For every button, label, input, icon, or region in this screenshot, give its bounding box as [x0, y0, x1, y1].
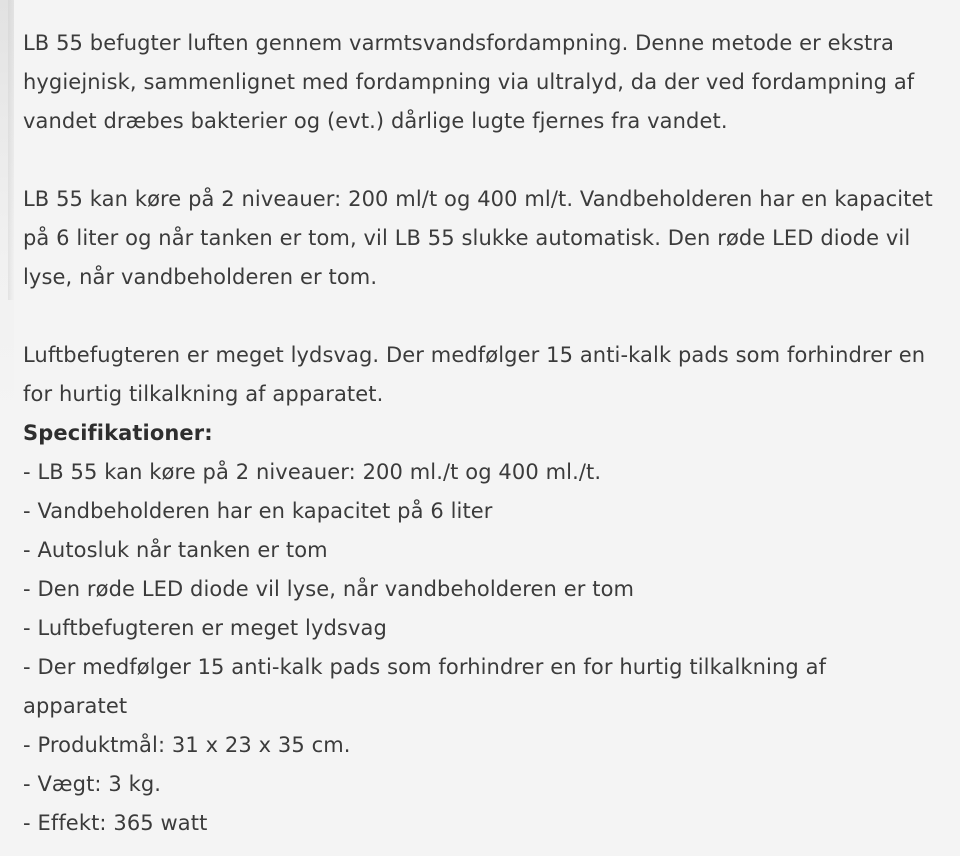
list-item: - LB 55 kan køre på 2 niveauer: 200 ml./t og 400 ml./t.	[23, 460, 602, 484]
list-item: - Den røde LED diode vil lyse, når vandbeholderen er tom	[23, 577, 635, 601]
specifications-list	[23, 453, 936, 843]
paragraph-spacer	[23, 141, 936, 180]
list-item: - Effekt: 365 watt	[23, 811, 208, 835]
paragraph-spacer	[23, 297, 936, 336]
list-item: - Der medfølger 15 anti-kalk pads som forhindrer en for hurtig tilkalkning af apparatet	[23, 655, 827, 718]
list-item: - Vægt: 3 kg.	[23, 772, 162, 796]
list-item: - Vandbeholderen har en kapacitet på 6 liter	[23, 499, 493, 523]
list-item: - Produktmål: 31 x 23 x 35 cm.	[23, 733, 351, 757]
list-item: - Autosluk når tanken er tom	[23, 538, 328, 562]
description-paragraph-3: Luftbefugteren er meget lydsvag. Der medfølger 15 anti-kalk pads som forhindrer en for hurtig tilkalkning af apparatet.	[23, 343, 926, 406]
description-paragraph-2: LB 55 kan køre på 2 niveauer: 200 ml/t og 400 ml/t. Vandbeholderen har en kapacitet på 6 liter og når tanken er tom, vil LB 55 slukke automatisk. Den røde LED diode vil lyse, når vandbeholderen er tom.	[23, 187, 933, 289]
description-paragraph-1: LB 55 befugter luften gennem varmtsvandsfordampning. Denne metode er ekstra hygiejnisk, sammenlignet med fordampning via ultralyd, da der ved fordampning af vandet dræbes bakterier og (evt.) dårlige lugte fjernes fra vandet.	[23, 31, 915, 133]
specifications-heading: Specifikationer:	[23, 421, 213, 445]
list-item: - Luftbefugteren er meget lydsvag	[23, 616, 387, 640]
